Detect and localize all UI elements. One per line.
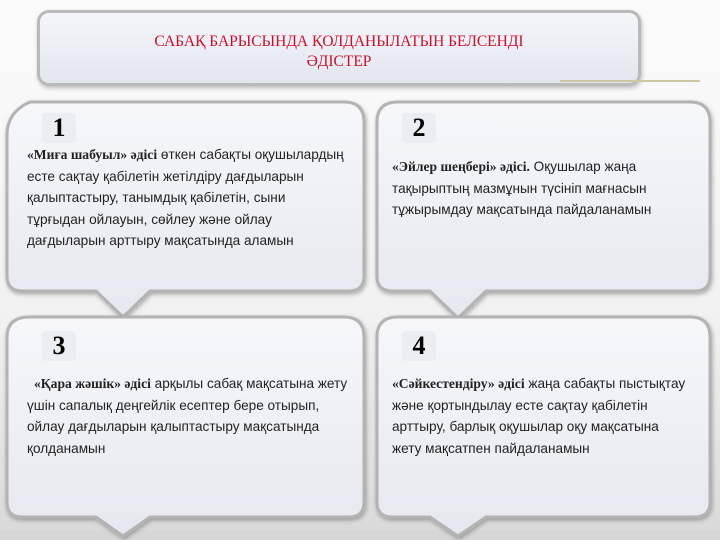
card-4-text-block [392, 373, 692, 459]
card-3-text-block [27, 373, 349, 459]
card-4-number: 4 [402, 331, 436, 361]
card-4-description: жаңа сабақты пыстықтау және қортындылау есте сақтау қабілетін арттыру, барлық оқушылар оқу мақсатына жету мақсатпен пайдаланамын [392, 376, 686, 456]
card-3-method-name: «Қара жәшік» әдісі [34, 376, 151, 391]
slide-title-line-2: ӘДІСТЕР [306, 53, 372, 70]
card-4-method-name: «Сәйкестендіру» әдісі [392, 376, 525, 391]
card-2-text-block [392, 156, 692, 221]
card-1-text-block [27, 144, 347, 252]
card-1-description: өткен сабақты оқушылардың есте сақтау қабілетін жетілдіру дағдыларын қалыптастыру, танымдық қабілетін, сыни тұрғыдан ойлауын, сөйлеу және ойлау дағдыларын арттыру мақсатында аламын [27, 147, 344, 248]
card-3-number: 3 [42, 331, 76, 361]
card-2-description: Оқушылар жаңа тақырыптың мазмұнын түсініп мағнасын тұжырымдау мақсатында пайдаланамын [392, 159, 652, 217]
title-accent-line [560, 80, 700, 82]
slide-title-line-1: САБАҚ БАРЫСЫНДА ҚОЛДАНЫЛАТЫН БЕЛСЕНДІ [154, 33, 524, 50]
card-2-method-name: «Эйлер шеңбері» әдісі. [392, 159, 530, 174]
card-1-method-name: «Миға шабуыл» әдісі [27, 147, 158, 162]
card-3-description: арқылы сабақ мақсатына жету үшін сапалық деңгейлік есептер бере отырып, ойлау дағдыларын қалыптастыру мақсатында қолданамын [27, 376, 348, 456]
card-2-number: 2 [402, 113, 436, 143]
card-1-number: 1 [42, 113, 76, 143]
slide-title-box [37, 10, 641, 86]
